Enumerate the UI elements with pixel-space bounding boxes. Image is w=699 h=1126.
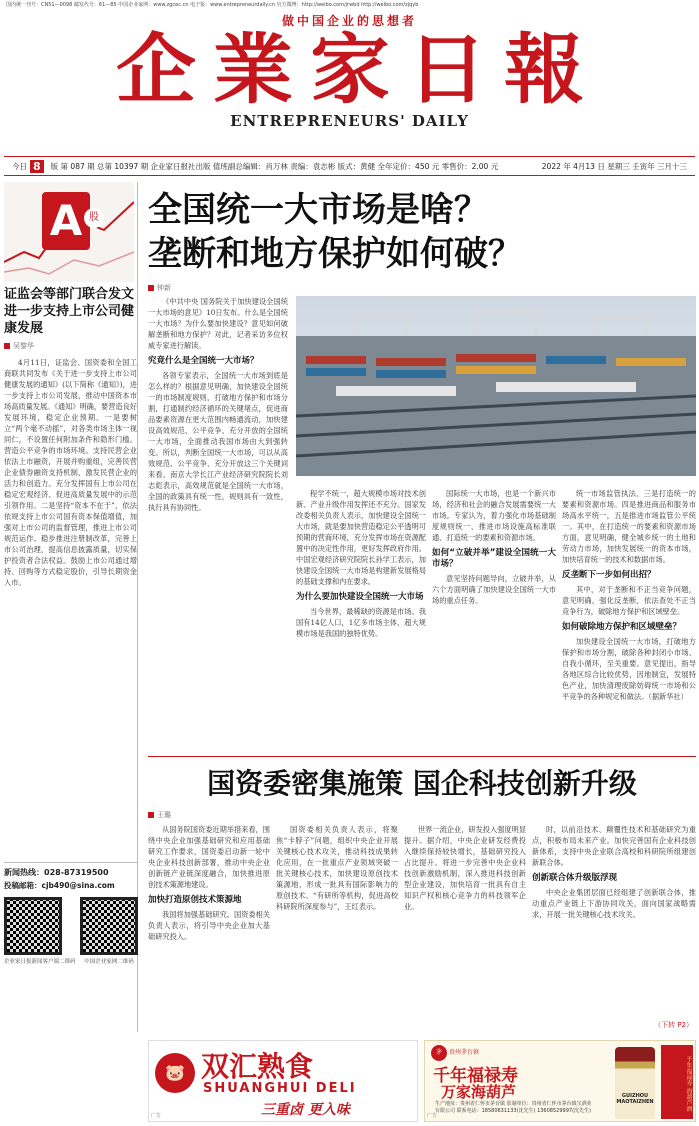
qr-code-icon[interactable]: [80, 897, 138, 955]
main-subhead-5: 如何破除地方保护和区域壁垒？: [562, 622, 682, 632]
qr-caption-2: 中国企业家网二维码: [84, 959, 134, 965]
second-subhead-1: 加快打造原创技术策源地: [148, 895, 242, 905]
main-col3-body: 国际统一大市场，也是一个新兴市场，经济和社会的融合发展需要统一大市场。专家认为，着力强化市场基础制度规则统一、推进市场设施高标准联通、打造统一的要素和资源市场。: [432, 489, 556, 542]
ad1-brand-en: SHUANGHUI DELI: [203, 1081, 357, 1096]
main-subhead-3: 如何“立破并举”建设全国统一大市场？: [432, 548, 556, 569]
main-column-3: [432, 488, 556, 750]
main-col2-body2: 当今世界，最稀缺的资源是市场。我国有14亿人口，1亿多市场主体，超大规模市场是我国的独特优势。: [296, 607, 426, 638]
submission-email[interactable]: 投稿邮箱：cjb490@sina.com: [4, 881, 115, 890]
ad2-line-2: 万家海葫芦: [441, 1083, 517, 1101]
ad1-mark: 广告: [151, 1113, 162, 1119]
news-hotline: 新闻热线：028-87319500: [4, 868, 109, 877]
masthead-char-4: 日: [407, 25, 487, 114]
issue-info-bar: [4, 156, 695, 176]
second-c2-body: 国资委相关负责人表示，将聚焦“卡脖子”问题，组织中央企业开展关键核心技术攻关，推动科技成果转化应用，在一批重点产业领域突破一批关键核心技术，加快建设原创技术策源地，形成一批具有国际影响力的原创技术。“有研所等机构，促进高校科研院所深度参与”，王红表示。: [276, 825, 398, 911]
main-col3-body2: 意见坚持问题导向，立破并举，从六个方面明确了加快建设全国统一大市场的重点任务。: [432, 574, 556, 605]
main-subhead-2: 为什么要加快建设全国统一大市场: [296, 592, 424, 602]
main-col4-body3: 加快建设全国统一大市场，打破地方保护和市场分割，破除各种封闭小市场、自我小循环，至关重要。意见提出，指导各地区综合比较优势，因地制宜，发展特色产业，加快清理废除妨碍统一市场和公平竞争的各种规定和做法。（据新华社）: [562, 637, 696, 701]
a-share-graphic: [4, 182, 134, 282]
page-jump-link[interactable]: （下转 P2）: [654, 1021, 693, 1029]
main-col1-body: 各领专家表示，全国统一大市场到底是怎么样的？根据意见明确，加快建设全国统一的市场制度规则，打破地方保护和市场分割，打通制约经济循环的关键堵点，促进商品要素资源在更大范围内畅通流动，加快建设高效规范、公平竞争、充分开放的全国统一大市场，全面推动我国市场由大到强转变。所以，判断全国统一大市场，可以从高效规范、公平竞争、充分开放这三个关键词来看。南京大学长江产业经济研究院院长刘志彪表示，高效规范就是全国统一大市场，全国的政策具有统一性，规则具有一致性，执行具有协同性。: [148, 371, 288, 512]
ad1-slogan: 三重卤 更入味: [261, 1102, 350, 1118]
liquor-ad[interactable]: [424, 1040, 696, 1122]
second-column-4: [532, 824, 696, 1032]
ad2-brand: 贵州茅台镇: [449, 1049, 480, 1056]
qr-code-icon[interactable]: [4, 897, 62, 955]
ad2-info: 生产地址：贵州省仁怀市茅台镇 监制单位：贵州省仁怀市茅台镇宝酒业有限公司 联系电话：18580631133(沈先生) 13608529997(沈先生): [435, 1101, 592, 1114]
main-col2-body: 程学不统一，超大规模市场对技术创新、产业升级作用发挥还不充分。国家发改委相关负责人表示，加快建设全国统一大市场，就是要加快营造稳定公平透明可预期的营商环境，充分发挥市场在资源配置中的决定性作用，更好发挥政府作用。中国宏观经济研究院院长孙学工表示，加快建设全国统一大市场是构建新发展格局的基础支撑和内在要求。: [296, 489, 426, 586]
second-column-1: [148, 824, 270, 1032]
masthead-char-1: 企: [116, 25, 196, 114]
qr-code-row: [4, 897, 138, 965]
main-col4-body: 统一市场监管执法、三是打造统一的要素和资源市场。四是推进商品和服务市场高水平统一，五是推进市场监管公平统一。其中，在打造统一的要素和资源市场方面，意见明确，健全城乡统一的土地和劳动力市场，加快发展统一的资本市场，加快培育统一的技术和数据市场。: [562, 489, 696, 564]
main-column-1: [148, 296, 288, 750]
masthead-char-3: 家: [310, 25, 390, 114]
qr-caption-1: 企业家日报新闻客户端二维码: [4, 959, 76, 965]
contact-footer: [4, 862, 138, 1032]
masthead-char-2: 業: [213, 25, 293, 114]
masthead-english: ENTREPRENEURS' DAILY: [230, 112, 469, 130]
main-subhead-1: 究竟什么是全国统一大市场？: [148, 356, 259, 366]
today-label: 今日: [12, 161, 27, 171]
left-article-title[interactable]: 证监会等部门联合发文进一步支持上市公司健康发展: [4, 287, 135, 336]
tagline: 做中国企业的思想者: [281, 14, 417, 28]
main-col4-body2: 其中，对于垄断和不正当竞争问题，意见明确，强化反垄断，依法查处不正当竞争行为，破除地方保护和区域壁垒。: [562, 585, 696, 616]
main-intro: 《中共中央 国务院关于加快建设全国统一大市场的意见》10日发布。什么是全国统一大市场？为什么要加快建设？意见如何破解垄断和地方保护？对此，记者采访多位权威专家进行解读。: [148, 297, 288, 350]
second-c4-body: 时，以前沿技术、颠覆性技术和基础研究为重点，积极布局未来产业。加快完善国有企业科技创新体系，支持中央企业联合高校和科研院所组建创新联合体。: [532, 825, 696, 867]
second-article-author: 王璐: [148, 810, 171, 820]
second-c3-body: 世界一流企业，研发投入强度明显提升。据介绍，中央企业研发经费投入继续保持较快增长，基础研究投入占比提升。将进一步完善中央企业科技创新激励机制，深入推进科技创新型企业建设，加快培育一批具有自主知识产权和核心竞争力的科技领军企业。: [404, 825, 526, 911]
bottle-icon: [615, 1047, 655, 1119]
main-headline-line-1: 全国统一大市场是啥？: [148, 190, 488, 230]
a-share-badge: A: [42, 192, 90, 250]
qr-block-2: [80, 897, 138, 965]
ad2-bottle-label: GUIZHOU MAOTAIZHEN: [616, 1093, 654, 1105]
second-column-3: [404, 824, 526, 1032]
top-info-bar: [0, 0, 699, 8]
left-article-author: 吴黎华: [4, 341, 137, 351]
second-c1-body: 从国务院国资委近期举措来看，围绕中央企业加强基础研究和应用基础研究工作要求，国资委启动新一轮中央企业科技创新部署，推动中央企业创新链产业链深度融合，加快推进原创技术策源地建设。: [148, 825, 270, 889]
left-article-body: 4月11日，证监会、国资委和全国工商联共同发布《关于进一步支持上市公司健康发展的通知》(以下简称《通知》)，进一步支持上市公司发展，推动中国资本市场高质量发展。《通知》明确，要营造良好发展环境，稳定企业预期。一是要树立“两个毫不动摇”，对各类市场主体一视同仁，不设置任何附加条件和隐形门槛。营造公平竞争的市场环境。支持民营企业依法上市融资，开展并购重组，完善民营企业债券融资支持机制，激发民营企业的活力和创造力。充分发挥国有上市公司在稳定宏观经济、促进高质量发展中的示范引领作用。二是坚持“资本不在于”，依法依规支持上市公司国有资本保值增值，加强对上市公司的监督管理，推进上市公司规范运作。稳步推进注册制改革，完善上市公司治理，提高信息披露质量，切实保护投资者合法权益。鼓励上市公司通过增持、回购等方式稳定股价，引导长期资金入市。: [4, 358, 137, 587]
second-c1-body2: 我国将加强基础研究。国资委相关负责人表示，将引导中央企业加大基础研究投入。: [148, 910, 270, 941]
ad2-line-1: 千年福禄寿: [433, 1066, 518, 1086]
main-column-4: [562, 488, 696, 750]
ad2-mark: 广告: [427, 1113, 438, 1119]
main-column-2: [296, 488, 426, 750]
pig-logo-icon: 🐷: [155, 1053, 195, 1093]
masthead-logo: [110, 25, 590, 114]
main-article-author: 钟新: [148, 283, 171, 293]
section-divider: [148, 756, 696, 757]
second-headline[interactable]: 国资委密集施策 国企科技创新升级: [207, 767, 637, 800]
ad2-logo-icon: 茅: [431, 1045, 447, 1061]
shuanghui-ad[interactable]: [148, 1040, 418, 1122]
second-column-2: [276, 824, 398, 1032]
port-photo: [296, 296, 696, 476]
page-count: 8: [30, 160, 44, 173]
masthead-char-5: 報: [504, 25, 584, 114]
qr-block-1: [4, 897, 76, 965]
container-port-image: [296, 296, 696, 476]
a-share-badge-sub: 股: [84, 208, 104, 228]
left-column: [4, 182, 138, 1032]
main-headline-line-2: 垄断和地方保护如何破？: [148, 234, 522, 274]
main-headline[interactable]: [148, 188, 696, 276]
top-info-text: 国内统一刊号：CN51—0098 邮发代号：61—85 中国企业家网：www.zgcec.cn 电子报：www.entrepreneurdaily.cn 官方微博：http://weibo.com/jrwbd http://weibo.com/zjqyb: [6, 2, 419, 8]
ad1-brand: 双汇熟食: [201, 1050, 314, 1083]
issue-detail: 版 第 087 期 总第 10397 期 企业家日报社出版 值班副总编辑：肖万林 责编：袁志彬 版式：黄健 全年定价：450 元 零售价：2.00 元: [50, 161, 499, 171]
issue-date: 2022 年 4月13 日 星期三 壬寅年 三月十三: [541, 161, 687, 171]
second-c4-body2: 中央企业集团层面已经组建了创新联合体，推动重点产业链上下游协同攻关，面向国家战略需求，开展一批关键核心技术攻关。: [532, 888, 696, 919]
ad2-gift-box: 千年福禄寿 海葫芦酒: [661, 1045, 693, 1119]
second-subhead-2: 创新联合体升级版浮现: [532, 873, 618, 883]
main-subhead-4: 反垄断下一步如何出招？: [562, 570, 656, 580]
